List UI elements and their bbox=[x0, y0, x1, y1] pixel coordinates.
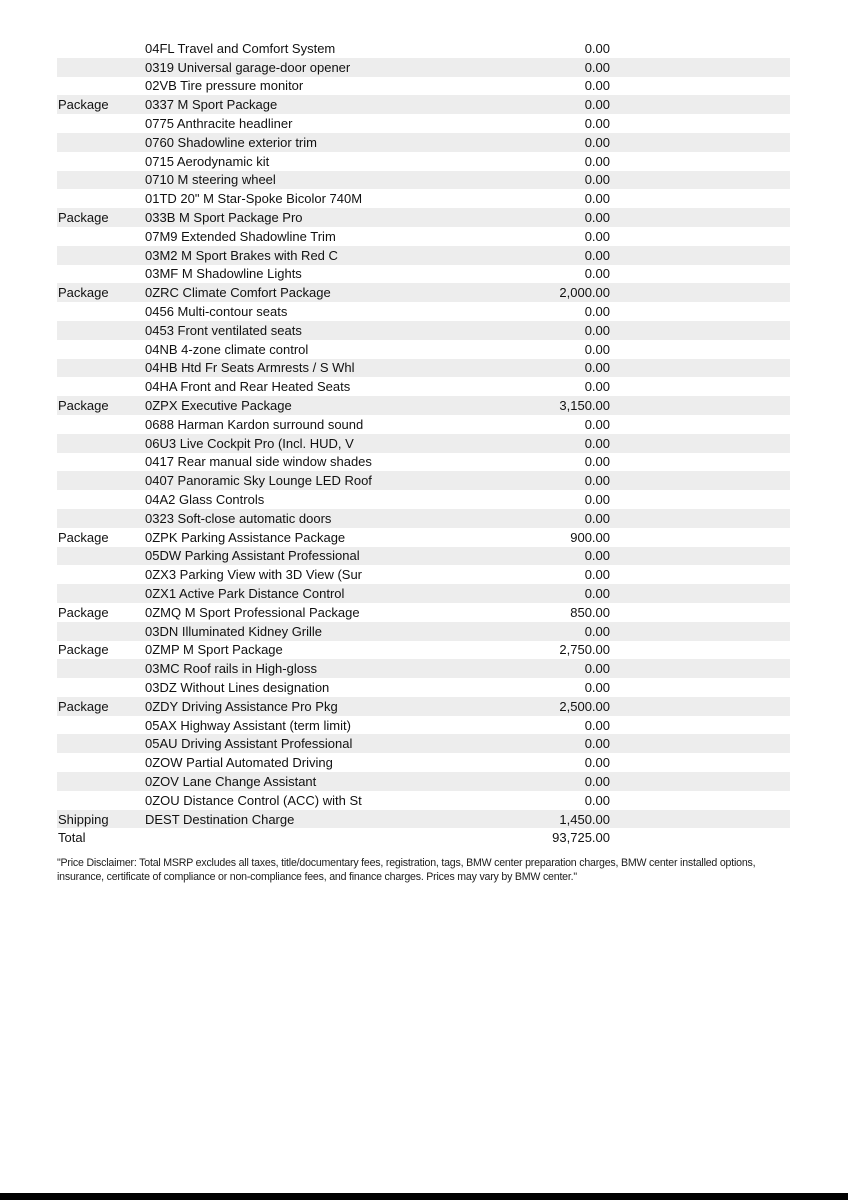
row-description: 05AU Driving Assistant Professional bbox=[145, 736, 353, 752]
row-description: 0ZOV Lane Change Assistant bbox=[145, 773, 317, 789]
table-row bbox=[57, 77, 790, 96]
table-row bbox=[57, 584, 790, 603]
row-description: 0ZX3 Parking View with 3D View (Sur bbox=[145, 567, 363, 583]
row-price: 0.00 bbox=[584, 548, 610, 564]
row-price: 2,000.00 bbox=[559, 285, 610, 301]
table-row bbox=[57, 697, 790, 716]
row-category: Package bbox=[58, 398, 109, 414]
row-description: 0688 Harman Kardon surround sound bbox=[145, 416, 364, 432]
row-description: 0ZOU Distance Control (ACC) with St bbox=[145, 792, 362, 808]
table-row bbox=[57, 434, 790, 453]
table-row bbox=[57, 565, 790, 584]
table-row bbox=[57, 753, 790, 772]
row-price: 850.00 bbox=[570, 604, 610, 620]
table-row bbox=[57, 641, 790, 660]
row-description: 0319 Universal garage-door opener bbox=[145, 59, 351, 75]
table-row bbox=[57, 471, 790, 490]
row-description: 04NB 4-zone climate control bbox=[145, 341, 309, 357]
row-description: 0ZRC Climate Comfort Package bbox=[145, 285, 331, 301]
row-description: 0ZDY Driving Assistance Pro Pkg bbox=[145, 698, 338, 714]
row-price: 0.00 bbox=[584, 153, 610, 169]
page-bottom-edge bbox=[0, 1193, 848, 1200]
row-description: 0ZX1 Active Park Distance Control bbox=[145, 586, 345, 601]
row-description: 04FL Travel and Comfort System bbox=[145, 40, 336, 56]
row-description: 01TD 20" M Star-Spoke Bicolor 740M bbox=[145, 191, 363, 207]
row-description: 03DZ Without Lines designation bbox=[145, 679, 330, 695]
row-description: 0323 Soft-close automatic doors bbox=[145, 510, 332, 526]
table-row bbox=[57, 321, 790, 340]
table-row bbox=[57, 659, 790, 678]
row-description: 0710 M steering wheel bbox=[145, 172, 276, 188]
table-row bbox=[57, 490, 790, 509]
row-description: 0456 Multi-contour seats bbox=[145, 304, 288, 320]
row-description: 03M2 M Sport Brakes with Red C bbox=[145, 247, 338, 263]
row-category: Package bbox=[58, 642, 109, 658]
row-description: 0407 Panoramic Sky Lounge LED Roof bbox=[145, 473, 372, 489]
row-description: 03MC Roof rails in High-gloss bbox=[145, 661, 317, 677]
row-description: 04HA Front and Rear Heated Seats bbox=[145, 379, 351, 395]
table-row bbox=[57, 189, 790, 208]
row-price: 2,750.00 bbox=[559, 642, 610, 658]
row-category: Package bbox=[58, 97, 109, 113]
table-row bbox=[57, 415, 790, 434]
table-row bbox=[57, 678, 790, 697]
row-description: 07M9 Extended Shadowline Trim bbox=[145, 228, 336, 244]
price-disclaimer-text: "Price Disclaimer: Total MSRP excludes all taxes, title/documentary fees, registration, tags, BMW center preparation charges, BMW center installed options, insurance, certificate of compliance or non-compliance fees, and finance charges. Prices may vary by BMW center." bbox=[57, 857, 756, 883]
row-description: 02VB Tire pressure monitor bbox=[145, 78, 304, 94]
row-price: 0.00 bbox=[584, 40, 610, 56]
table-row bbox=[57, 453, 790, 472]
row-price: 0.00 bbox=[584, 210, 610, 226]
row-price: 0.00 bbox=[584, 492, 610, 508]
row-price: 1,450.00 bbox=[559, 811, 610, 827]
table-row bbox=[57, 603, 790, 622]
table-row bbox=[57, 283, 790, 302]
table-row bbox=[57, 95, 790, 114]
row-price: 0.00 bbox=[584, 191, 610, 207]
row-description: 0760 Shadowline exterior trim bbox=[145, 134, 317, 150]
row-price: 0.00 bbox=[584, 116, 610, 132]
row-description: 0775 Anthracite headliner bbox=[145, 116, 293, 132]
row-description: 0453 Front ventilated seats bbox=[145, 322, 302, 338]
table-row bbox=[57, 340, 790, 359]
row-description: 0337 M Sport Package bbox=[145, 97, 278, 113]
row-price: 0.00 bbox=[584, 792, 610, 808]
row-price: 0.00 bbox=[584, 416, 610, 432]
table-row bbox=[57, 716, 790, 735]
table-row bbox=[57, 828, 790, 847]
table-row bbox=[57, 302, 790, 321]
table-row bbox=[57, 528, 790, 547]
row-price: 0.00 bbox=[584, 266, 610, 282]
row-description: 04HB Htd Fr Seats Armrests / S Whl bbox=[145, 360, 355, 376]
row-price: 0.00 bbox=[584, 473, 610, 489]
row-description: 0ZMP M Sport Package bbox=[145, 642, 283, 658]
row-price: 0.00 bbox=[584, 773, 610, 789]
table-row bbox=[57, 359, 790, 378]
table-row bbox=[57, 547, 790, 566]
table-row bbox=[57, 114, 790, 133]
row-price: 900.00 bbox=[570, 529, 610, 545]
row-description: 03DN Illuminated Kidney Grille bbox=[145, 623, 323, 639]
row-category: Package bbox=[58, 210, 109, 226]
table-row bbox=[57, 377, 790, 396]
row-description: 0417 Rear manual side window shades bbox=[145, 454, 372, 470]
row-price: 0.00 bbox=[584, 679, 610, 695]
row-category: Package bbox=[58, 698, 109, 714]
row-price: 0.00 bbox=[584, 341, 610, 357]
row-price: 93,725.00 bbox=[552, 830, 610, 846]
table-row bbox=[57, 39, 790, 58]
row-description: 0ZOW Partial Automated Driving bbox=[145, 755, 333, 771]
row-description: 0715 Aerodynamic kit bbox=[145, 153, 270, 169]
table-row bbox=[57, 810, 790, 829]
row-price: 3,150.00 bbox=[559, 398, 610, 414]
row-category: Package bbox=[58, 285, 109, 301]
row-price: 0.00 bbox=[584, 360, 610, 376]
row-price: 0.00 bbox=[584, 228, 610, 244]
row-price: 0.00 bbox=[584, 736, 610, 752]
row-price: 0.00 bbox=[584, 755, 610, 771]
table-row bbox=[57, 133, 790, 152]
row-price: 0.00 bbox=[584, 586, 610, 601]
table-row bbox=[57, 265, 790, 284]
row-description: 04A2 Glass Controls bbox=[145, 492, 265, 508]
row-price: 0.00 bbox=[584, 97, 610, 113]
row-description: 0ZPX Executive Package bbox=[145, 398, 292, 414]
row-price: 0.00 bbox=[584, 454, 610, 470]
table-row bbox=[57, 171, 790, 190]
row-description: 0ZPK Parking Assistance Package bbox=[145, 529, 346, 545]
table-row bbox=[57, 396, 790, 415]
row-price: 0.00 bbox=[584, 623, 610, 639]
table-row bbox=[57, 152, 790, 171]
row-category: Package bbox=[58, 604, 109, 620]
row-price: 0.00 bbox=[584, 172, 610, 188]
row-description: DEST Destination Charge bbox=[145, 811, 295, 827]
row-price: 0.00 bbox=[584, 78, 610, 94]
table-row bbox=[57, 58, 790, 77]
row-description: 05AX Highway Assistant (term limit) bbox=[145, 717, 351, 733]
row-price: 0.00 bbox=[584, 717, 610, 733]
table-row bbox=[57, 509, 790, 528]
table-row bbox=[57, 227, 790, 246]
table-row bbox=[57, 734, 790, 753]
row-description: 06U3 Live Cockpit Pro (Incl. HUD, V bbox=[145, 435, 354, 451]
row-price: 0.00 bbox=[584, 322, 610, 338]
row-price: 0.00 bbox=[584, 59, 610, 75]
row-description: 0ZMQ M Sport Professional Package bbox=[145, 604, 360, 620]
table-row bbox=[57, 246, 790, 265]
table-row bbox=[57, 772, 790, 791]
table-row bbox=[57, 208, 790, 227]
options-table bbox=[57, 39, 790, 847]
table-row bbox=[57, 622, 790, 641]
row-price: 0.00 bbox=[584, 567, 610, 583]
row-price: 2,500.00 bbox=[559, 698, 610, 714]
row-category: Package bbox=[58, 529, 109, 545]
row-category: Total bbox=[58, 830, 86, 846]
row-price: 0.00 bbox=[584, 247, 610, 263]
row-description: 03MF M Shadowline Lights bbox=[145, 266, 302, 282]
row-price: 0.00 bbox=[584, 134, 610, 150]
table-row bbox=[57, 791, 790, 810]
row-price: 0.00 bbox=[584, 510, 610, 526]
row-price: 0.00 bbox=[584, 304, 610, 320]
row-price: 0.00 bbox=[584, 661, 610, 677]
row-category: Shipping bbox=[58, 811, 109, 827]
row-price: 0.00 bbox=[584, 435, 610, 451]
row-description: 05DW Parking Assistant Professional bbox=[145, 548, 360, 564]
row-price: 0.00 bbox=[584, 379, 610, 395]
row-description: 033B M Sport Package Pro bbox=[145, 210, 303, 226]
